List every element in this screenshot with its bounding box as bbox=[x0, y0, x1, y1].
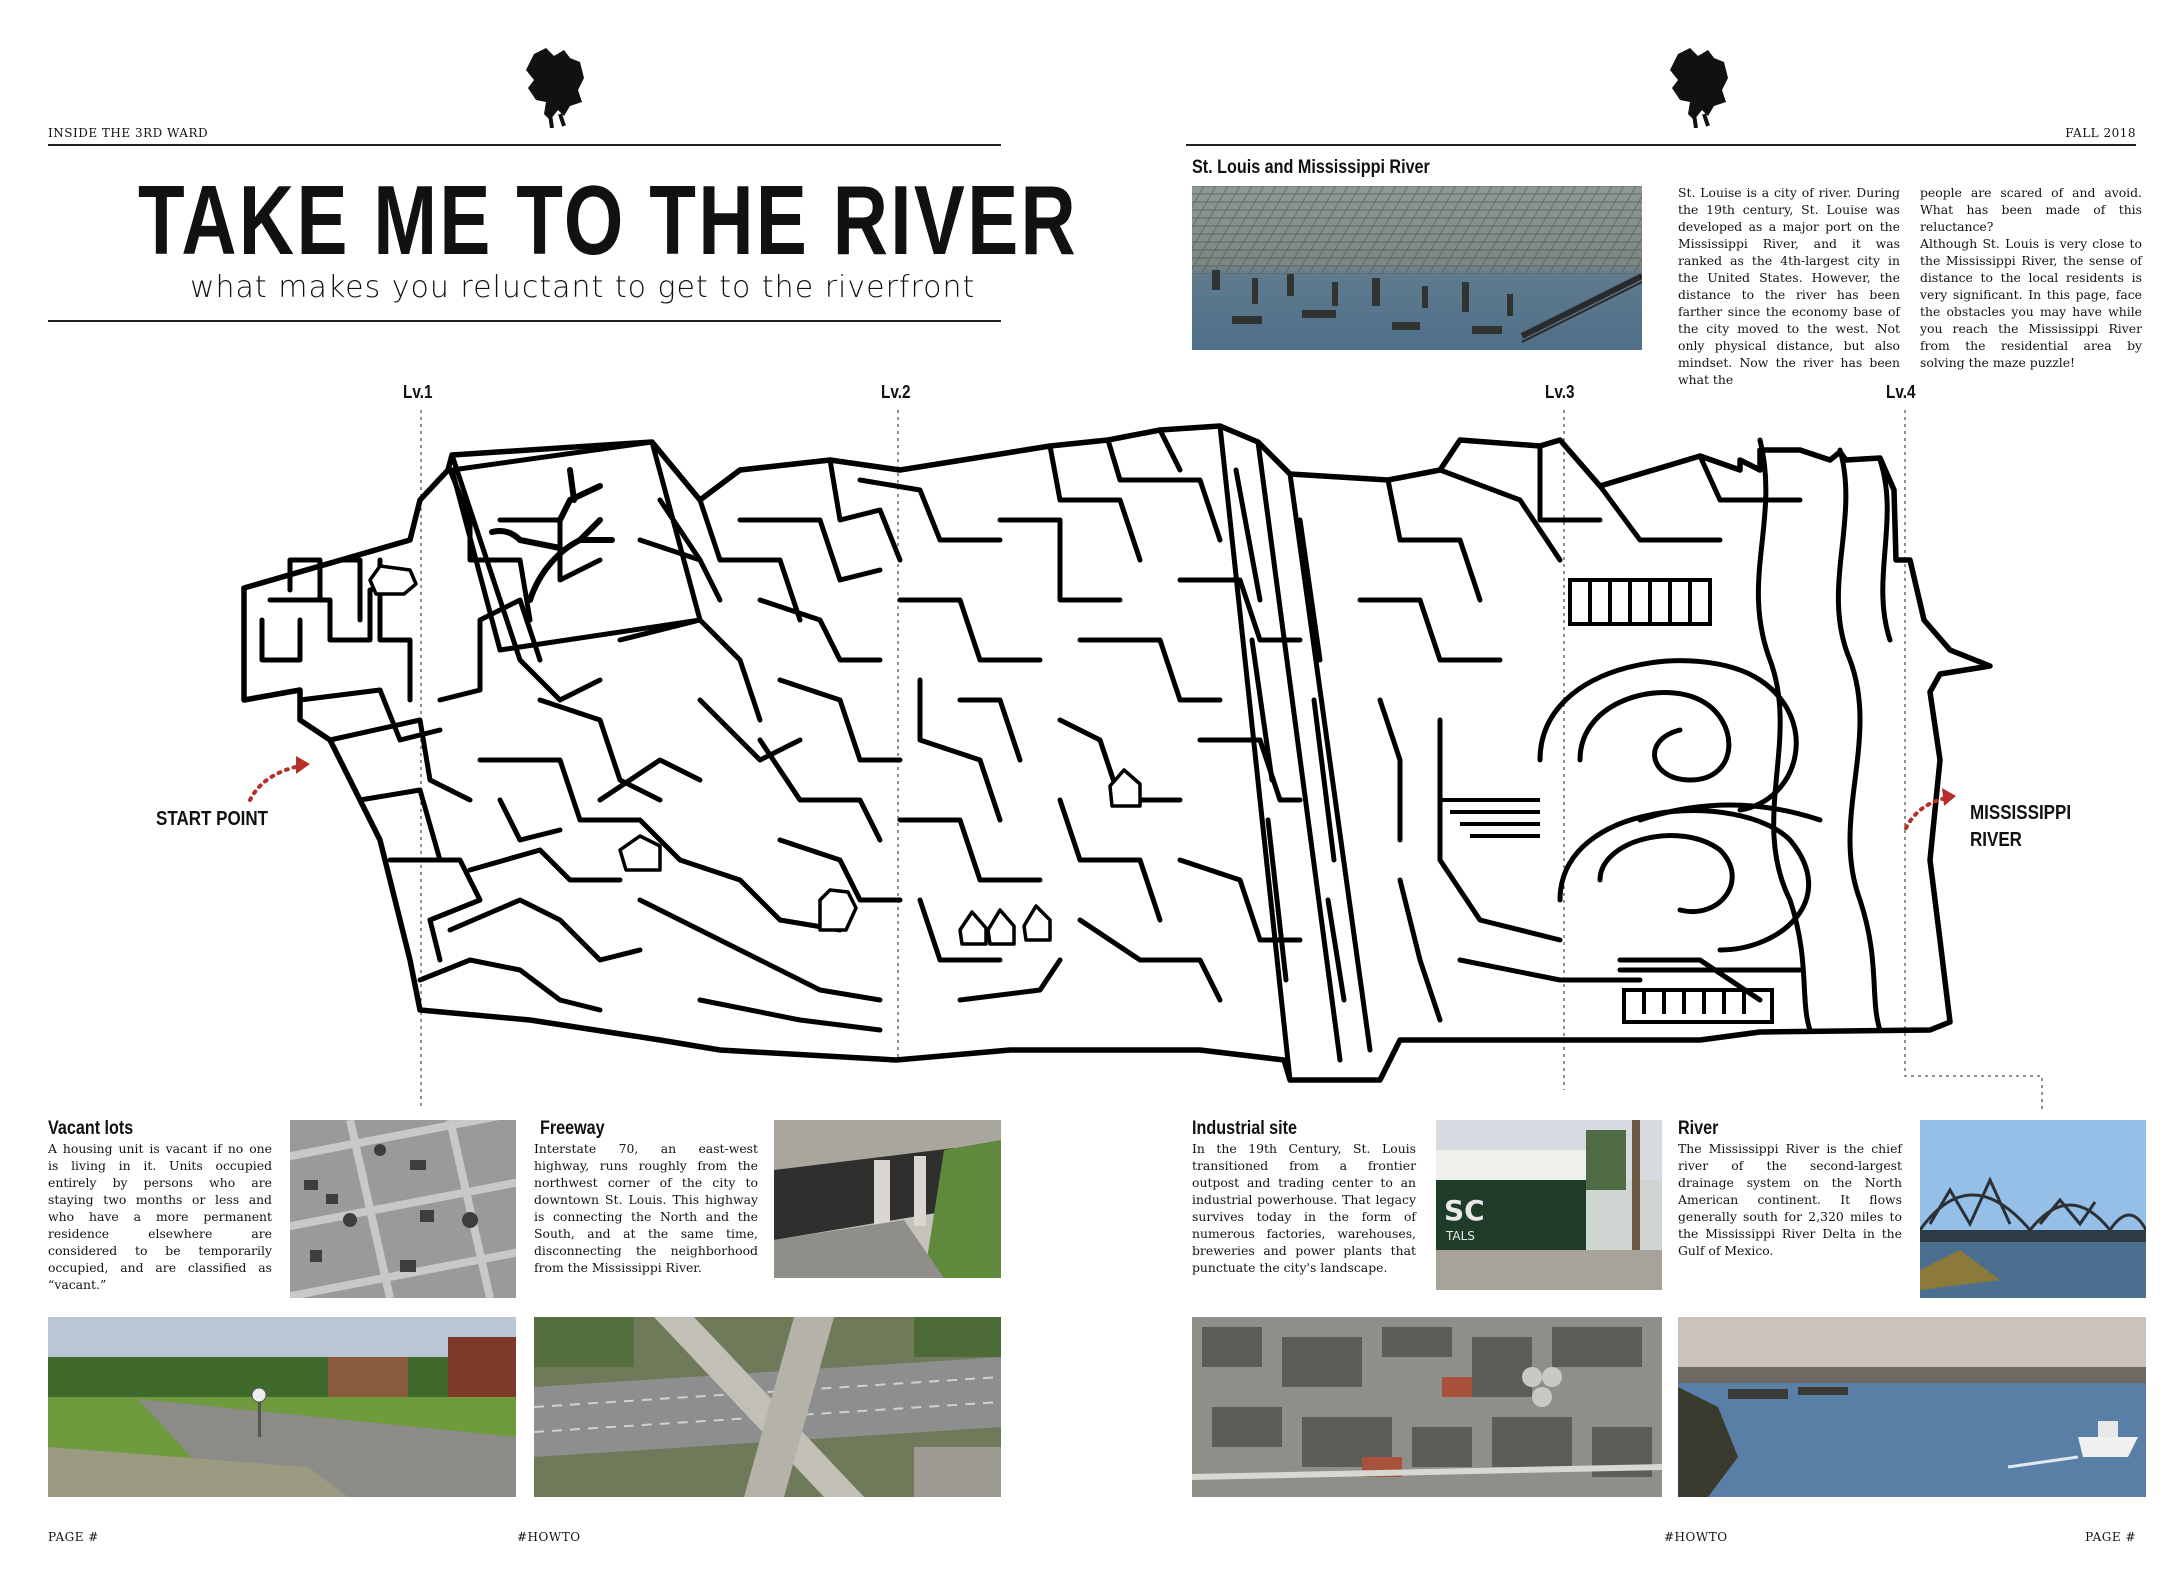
industrial-container-photo bbox=[1436, 1120, 1662, 1290]
freeway-underpass-photo bbox=[774, 1120, 1001, 1278]
industrial-site-heading: Industrial site bbox=[1192, 1118, 1298, 1139]
freeway-text: Interstate 70, an east-west highway, runs roughly from the northwest corner of the city to downtown St. Louis. This highway is connecting the North and the South, and at the same time, disconnecting the neighborhood from the Mississippi River. bbox=[534, 1141, 758, 1275]
house-icons bbox=[370, 566, 1140, 944]
tree-icon bbox=[492, 470, 612, 600]
level-label-4: Lv.4 bbox=[1886, 382, 1916, 402]
river-bridge-photo bbox=[1920, 1120, 2146, 1298]
page-subtitle: what makes you reluctant to get to the riverfront bbox=[190, 270, 976, 305]
running-head-left: INSIDE THE 3RD WARD bbox=[48, 126, 209, 140]
industrial-site-text: In the 19th Century, St. Louis transitioned from a frontier outpost and trading center to an industrial powerhouse. That legacy survives today in the form of numerous factories, warehouses, breweries and power plants that punctuate the city's landscape. bbox=[1192, 1141, 1416, 1275]
start-arrow bbox=[250, 766, 300, 800]
intro-text-col1: St. Louise is a city of river. During the 19th century, St. Louise was developed as a major port on the Mississippi River, and it was ranked as the 4th-largest city in the United States. However, the distance to the river has been farther since the economy base of the city moved to the west. Not only physical distance, but also mindset. Now the river has been what the bbox=[1678, 185, 1900, 387]
header-rule-left bbox=[48, 144, 1001, 146]
footer-page-right: PAGE # bbox=[2085, 1530, 2136, 1544]
maze-walls bbox=[262, 426, 1890, 1080]
container-lettering-2: TALS bbox=[1446, 1229, 1475, 1243]
warehouse-blocks bbox=[1440, 580, 1772, 1022]
level-label-2: Lv.2 bbox=[881, 382, 911, 402]
industrial-aerial-photo bbox=[1192, 1317, 1662, 1497]
end-arrow-head bbox=[1942, 788, 1956, 806]
intro-heading: St. Louis and Mississippi River bbox=[1192, 157, 1430, 178]
page-title: TAKE ME TO THE RIVER bbox=[138, 165, 1079, 275]
river-label-line2: RIVER bbox=[1970, 829, 2022, 851]
container-lettering: SC bbox=[1444, 1194, 1485, 1227]
footer-tag-right: #HOWTO bbox=[1664, 1530, 1728, 1544]
vacant-lots-aerial-photo bbox=[290, 1120, 516, 1298]
start-arrow-head bbox=[296, 756, 310, 774]
end-arrow bbox=[1906, 798, 1946, 828]
ward-logo-left bbox=[520, 44, 590, 128]
vacant-lots-heading: Vacant lots bbox=[48, 1118, 134, 1139]
river-label-line1: MISSISSIPPI bbox=[1970, 802, 2072, 824]
vacant-lots-text: A housing unit is vacant if no one is living in it. Units occupied entirely by persons who are staying two months or less and who have a more permanent residence elsewhere are considered to be temporarily occupied, and are classified as “vacant.” bbox=[48, 1141, 272, 1292]
intro-text-col2a: people are scared of and avoid. What has been made of this reluctance? bbox=[1920, 185, 2142, 234]
vacant-lot-street-photo bbox=[48, 1317, 516, 1497]
historic-riverfront-photo bbox=[1192, 186, 1642, 350]
footer-tag-left: #HOWTO bbox=[517, 1530, 581, 1544]
freeway-heading: Freeway bbox=[540, 1118, 605, 1139]
river-tugboat-photo bbox=[1678, 1317, 2146, 1497]
title-rule bbox=[48, 320, 1001, 322]
level-line-4 bbox=[1905, 410, 2042, 1110]
freeway-aerial-photo bbox=[534, 1317, 1001, 1497]
level-label-1: Lv.1 bbox=[403, 382, 433, 402]
header-rule-right bbox=[1186, 144, 2136, 146]
footer-page-left: PAGE # bbox=[48, 1530, 99, 1544]
ward-logo-right bbox=[1664, 44, 1734, 128]
level-label-3: Lv.3 bbox=[1545, 382, 1575, 402]
river-text: The Mississippi River is the chief river of the second-largest drainage system on the North American continent. It flows generally south for 2,320 miles to the Mississippi River Delta in the Gulf of Mexico. bbox=[1678, 1141, 1902, 1258]
running-head-right: FALL 2018 bbox=[2065, 126, 2136, 140]
intro-text-col2b: Although St. Louis is very close to the Mississippi River, the sense of distance to the local residents is very significant. In this page, face the obstacles you may have while you reach the Mississippi River from the residential area by solving the maze puzzle! bbox=[1920, 236, 2142, 370]
start-point-label: START POINT bbox=[156, 808, 269, 830]
maze-outline bbox=[244, 426, 1990, 1080]
river-heading: River bbox=[1678, 1118, 1719, 1139]
